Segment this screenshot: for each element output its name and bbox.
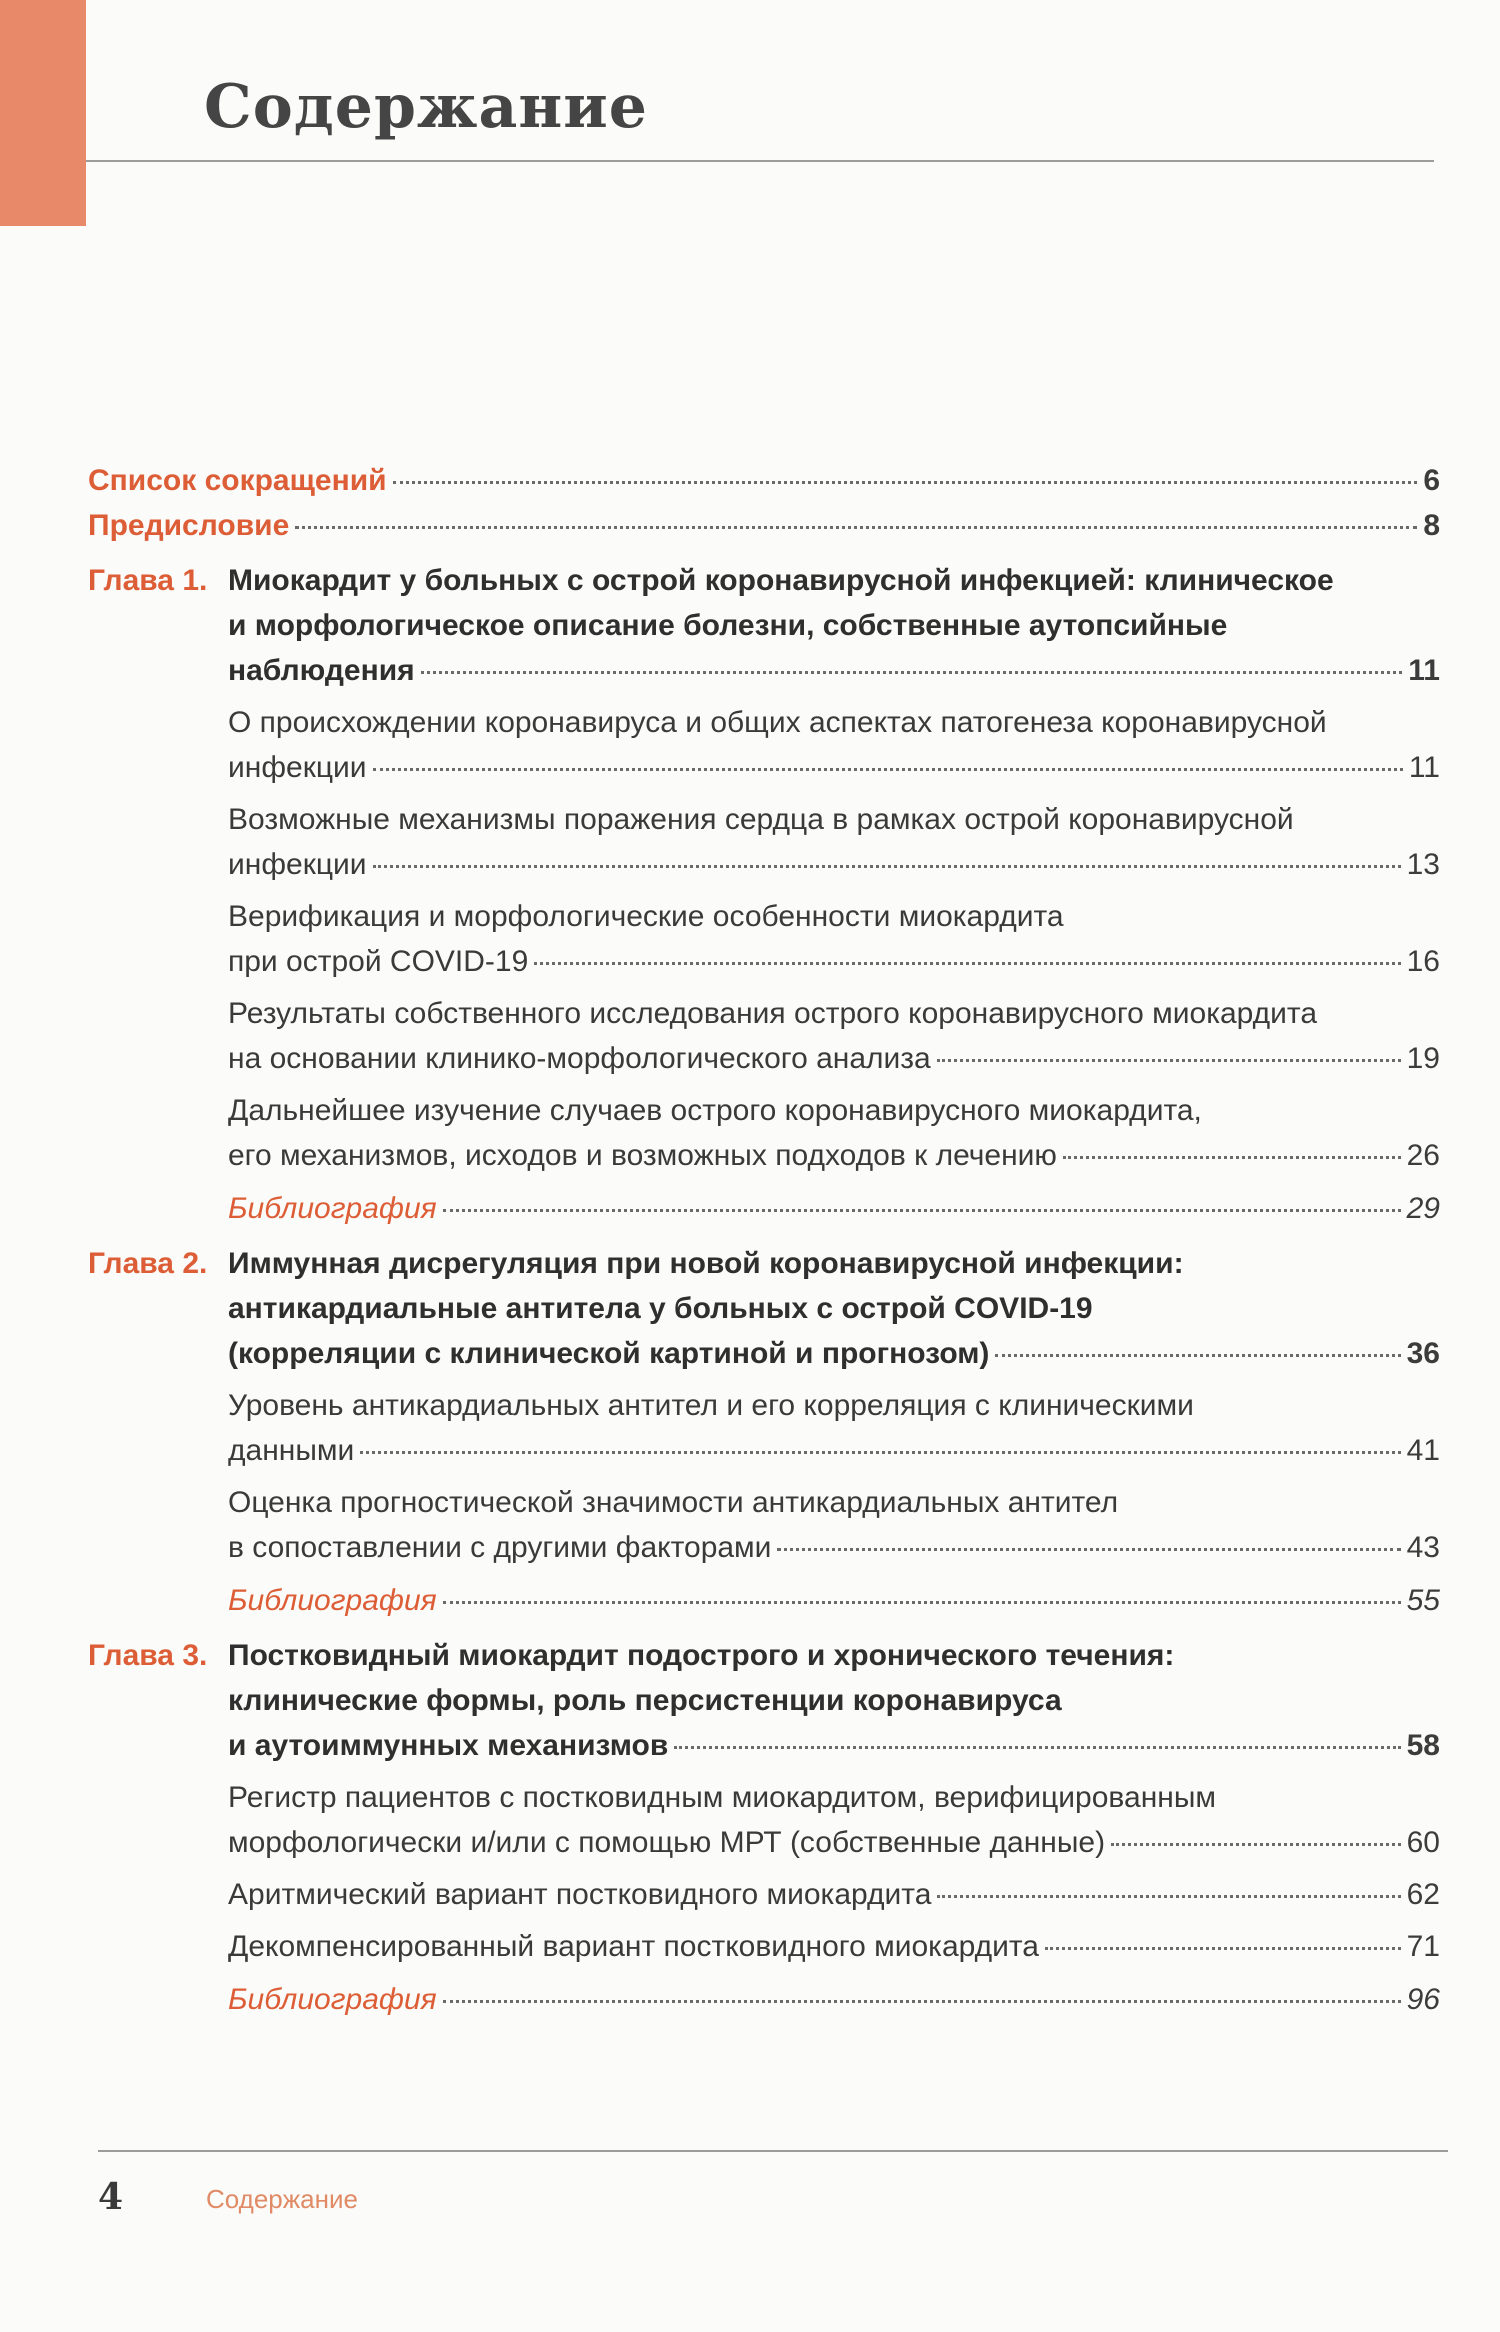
bibliography-label: Библиография (228, 1192, 437, 1225)
front-preface-text: Предисловие (88, 509, 290, 542)
front-preface[interactable] (88, 503, 1440, 548)
section-line (228, 991, 1440, 1036)
bibliography-page: 29 (1406, 1192, 1440, 1225)
toc-section[interactable] (228, 991, 1440, 1081)
toc-bibliography[interactable] (228, 1186, 1440, 1231)
dot-leader (443, 2000, 1401, 2003)
title-rule (86, 160, 1434, 162)
dot-leader (674, 1746, 1400, 1749)
toc-section[interactable] (228, 700, 1440, 790)
chapter-1-line (228, 603, 1440, 648)
toc-section[interactable] (228, 1480, 1440, 1570)
dot-leader (1063, 1156, 1401, 1159)
dot-leader (995, 1354, 1400, 1357)
toc-bibliography[interactable] (228, 1578, 1440, 1623)
footer-rule (98, 2150, 1448, 2152)
section-page: 19 (1406, 1042, 1440, 1075)
section-text: его механизмов, исходов и возможных подходов к лечению (228, 1139, 1057, 1172)
chapter-title (228, 1241, 1440, 1376)
chapter-3-text: клинические формы, роль персистенции коронавируса (228, 1684, 1062, 1717)
bibliography-page: 96 (1406, 1983, 1440, 2016)
toc-section[interactable] (228, 797, 1440, 887)
bibliography-page: 55 (1406, 1584, 1440, 1617)
chapter-3-line (228, 1633, 1440, 1678)
section-page: 41 (1406, 1434, 1440, 1467)
bibliography-line (228, 1186, 1440, 1231)
page-number: 4 (98, 2176, 124, 2218)
chapter-2-page: 36 (1406, 1337, 1440, 1370)
front-preface-page: 8 (1423, 509, 1440, 542)
section-page: 60 (1406, 1826, 1440, 1859)
toc-section[interactable] (228, 1383, 1440, 1473)
section-line (228, 1525, 1440, 1570)
dot-leader (421, 671, 1403, 674)
section-text: данными (228, 1434, 355, 1467)
section-page: 16 (1406, 945, 1440, 978)
toc-section[interactable] (228, 1088, 1440, 1178)
chapter-title (228, 558, 1440, 693)
section-line (228, 797, 1440, 842)
section-page: 11 (1408, 751, 1440, 784)
section-text: Результаты собственного исследования острого коронавирусного миокардита (228, 997, 1318, 1030)
chapter-2-line (228, 1331, 1440, 1376)
dot-leader (443, 1209, 1401, 1212)
section-text: О происхождении коронавируса и общих аспектах патогенеза коронавирусной (228, 706, 1327, 739)
section-line (228, 1383, 1440, 1428)
dot-leader (373, 865, 1401, 868)
section-text: Аритмический вариант постковидного миокардита (228, 1878, 932, 1911)
chapter-2-line (228, 1286, 1440, 1331)
chapter-label: Глава 1. (88, 564, 208, 597)
chapter-1-line (228, 558, 1440, 603)
dot-leader (443, 1601, 1401, 1604)
section-page: 71 (1406, 1930, 1440, 1963)
section-page: 26 (1406, 1139, 1440, 1172)
section-text: Уровень антикардиальных антител и его корреляция с клиническими (228, 1389, 1194, 1422)
chapter-2-line (228, 1241, 1440, 1286)
section-line (228, 1480, 1440, 1525)
toc-section[interactable] (228, 1924, 1440, 1969)
section-line (228, 700, 1440, 745)
toc-bibliography[interactable] (228, 1977, 1440, 2022)
running-head: Содержание (206, 2184, 358, 2214)
section-text: Возможные механизмы поражения сердца в рамках острой коронавирусной (228, 803, 1294, 836)
section-text: при острой COVID-19 (228, 945, 529, 978)
section-line (228, 1133, 1440, 1178)
section-text: Дальнейшее изучение случаев острого коронавирусного миокардита, (228, 1094, 1202, 1127)
dot-leader (777, 1548, 1400, 1551)
section-line (228, 1820, 1440, 1865)
dot-leader (937, 1895, 1400, 1898)
section-text: на основании клинико-морфологического анализа (228, 1042, 931, 1075)
section-text: Оценка прогностической значимости антикардиальных антител (228, 1486, 1119, 1519)
dot-leader (937, 1059, 1401, 1062)
toc-section[interactable] (228, 894, 1440, 984)
toc-chapter-2[interactable] (88, 1241, 1440, 1376)
chapter-2-text: антикардиальные антитела у больных с острой COVID-19 (228, 1292, 1093, 1325)
front-abbreviations-text: Список сокращений (88, 464, 387, 497)
section-page: 62 (1406, 1878, 1440, 1911)
dot-leader (534, 962, 1400, 965)
toc-section[interactable] (228, 1872, 1440, 1917)
dot-leader (295, 526, 1417, 529)
chapter-1-page: 11 (1408, 654, 1440, 687)
section-text: Регистр пациентов с постковидным миокардитом, верифицированным (228, 1781, 1217, 1814)
front-preface-line (88, 503, 1440, 548)
chapter-1-line (228, 648, 1440, 693)
table-of-contents (88, 458, 1440, 2022)
chapter-label: Глава 2. (88, 1247, 208, 1280)
toc-section[interactable] (228, 1775, 1440, 1865)
section-text: Декомпенсированный вариант постковидного миокардита (228, 1930, 1039, 1963)
toc-chapter-3[interactable] (88, 1633, 1440, 1768)
section-line (228, 1088, 1440, 1133)
chapter-label: Глава 3. (88, 1639, 208, 1672)
section-text: Верификация и морфологические особенности миокардита (228, 900, 1064, 933)
chapter-3-line (228, 1723, 1440, 1768)
chapter-1-text: Миокардит у больных с острой коронавирусной инфекцией: клиническое (228, 564, 1334, 597)
section-text: инфекции (228, 751, 367, 784)
bibliography-line (228, 1977, 1440, 2022)
dot-leader (360, 1451, 1400, 1454)
bibliography-line (228, 1578, 1440, 1623)
toc-chapter-1[interactable] (88, 558, 1440, 693)
chapter-title (228, 1633, 1440, 1768)
dot-leader (1045, 1947, 1401, 1950)
chapter-3-line (228, 1678, 1440, 1723)
chapter-3-text: и аутоиммунных механизмов (228, 1729, 669, 1762)
chapter-1-text: и морфологическое описание болезни, собственные аутопсийные (228, 609, 1228, 642)
section-line (228, 842, 1440, 887)
chapter-2-text: Иммунная дисрегуляция при новой коронавирусной инфекции: (228, 1247, 1184, 1280)
section-line (228, 1924, 1440, 1969)
section-line (228, 939, 1440, 984)
section-line (228, 1428, 1440, 1473)
bibliography-label: Библиография (228, 1584, 437, 1617)
page-title: Содержание (204, 72, 648, 142)
dot-leader (393, 481, 1418, 484)
section-text: морфологически и/или с помощью МРТ (собственные данные) (228, 1826, 1106, 1859)
section-page: 13 (1406, 848, 1440, 881)
section-page: 43 (1406, 1531, 1440, 1564)
chapter-1-text: наблюдения (228, 654, 415, 687)
section-line (228, 1872, 1440, 1917)
front-abbreviations-page: 6 (1423, 464, 1440, 497)
bibliography-label: Библиография (228, 1983, 437, 2016)
chapter-2-text: (корреляции с клинической картиной и прогнозом) (228, 1337, 990, 1370)
dot-leader (1111, 1843, 1401, 1846)
front-abbreviations[interactable] (88, 458, 1440, 503)
chapter-3-text: Постковидный миокардит подострого и хронического течения: (228, 1639, 1175, 1672)
accent-block (0, 0, 86, 226)
front-abbreviations-line (88, 458, 1440, 503)
chapter-3-page: 58 (1406, 1729, 1440, 1762)
section-text: в сопоставлении с другими факторами (228, 1531, 772, 1564)
section-line (228, 1036, 1440, 1081)
section-text: инфекции (228, 848, 367, 881)
section-line (228, 1775, 1440, 1820)
dot-leader (373, 768, 1403, 771)
section-line (228, 894, 1440, 939)
section-line (228, 745, 1440, 790)
